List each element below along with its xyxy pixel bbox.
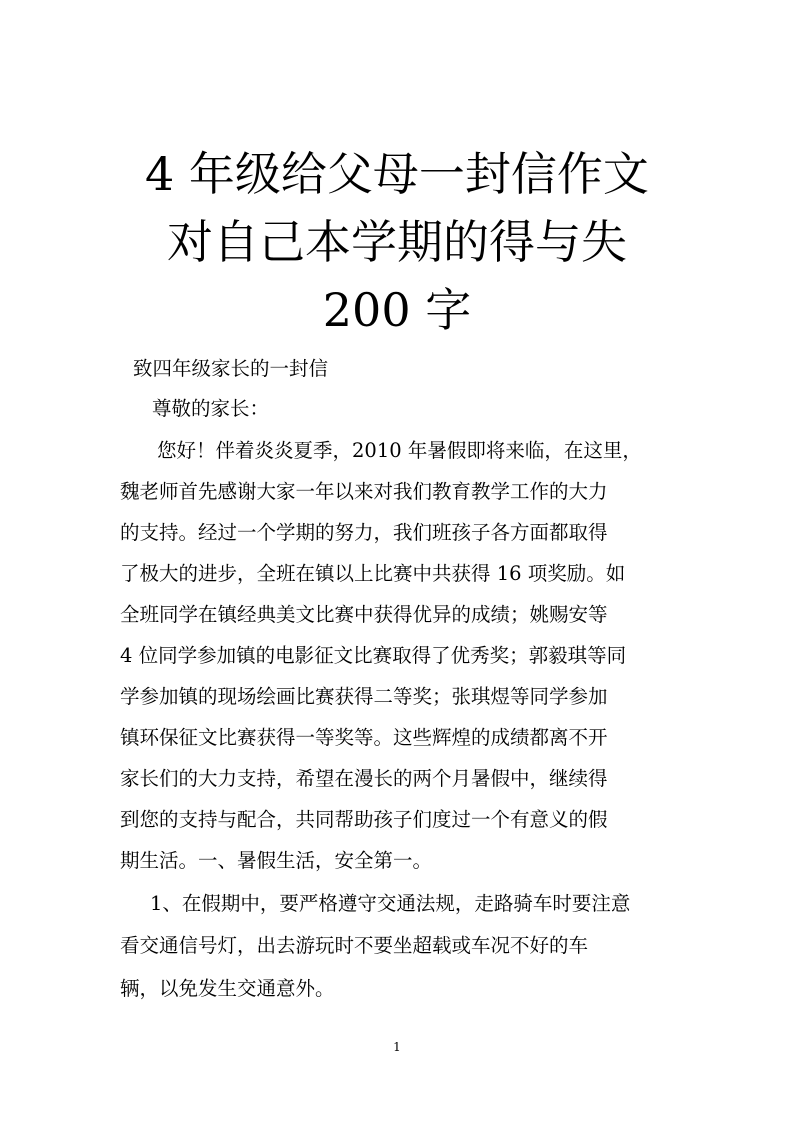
paragraph-line: 镇环保征文比赛获得一等奖等。这些辉煌的成绩都离不开: [120, 726, 608, 749]
paragraph-line: 4 位同学参加镇的电影征文比赛取得了优秀奖；郭毅琪等同: [120, 644, 627, 667]
paragraph-line: 了极大的进步，全班在镇以上比赛中共获得 16 项奖励。如: [120, 562, 626, 585]
paragraph-line: 魏老师首先感谢大家一年以来对我们教育教学工作的大力: [120, 480, 608, 503]
page-number: 1: [393, 1040, 401, 1054]
paragraph-line: 的支持。经过一个学期的努力，我们班孩子各方面都取得: [120, 521, 608, 544]
title-line: 对自己本学期的得与失: [167, 215, 627, 269]
paragraph-line: 您好！伴着炎炎夏季，2010 年暑假即将来临，在这里，: [157, 439, 642, 462]
paragraph-line: 学参加镇的现场绘画比赛获得二等奖；张琪煜等同学参加: [120, 685, 608, 708]
paragraph-line: 辆，以免发生交通意外。: [120, 977, 335, 1000]
paragraph-line: 期生活。一、暑假生活，安全第一。: [120, 849, 433, 872]
paragraph-line: 到您的支持与配合，共同帮助孩子们度过一个有意义的假: [120, 808, 608, 831]
letter-salutation: 致四年级家长的一封信: [133, 357, 329, 380]
paragraph-line: 看交通信号灯，出去游玩时不要坐超载或车况不好的车: [120, 934, 589, 957]
paragraph-line: 全班同学在镇经典美文比赛中获得优异的成绩；姚赐安等: [120, 603, 608, 626]
title-line: 4 年级给父母一封信作文: [145, 147, 649, 201]
document-title: [60, 140, 734, 344]
title-line: 200 字: [322, 283, 472, 337]
paragraph-line: 家长们的大力支持，希望在漫长的两个月暑假中，继续得: [120, 767, 608, 790]
letter-greeting: 尊敬的家长：: [152, 397, 270, 420]
paragraph-line: 1、在假期中，要严格遵守交通法规，走路骑车时要注意: [150, 892, 631, 915]
